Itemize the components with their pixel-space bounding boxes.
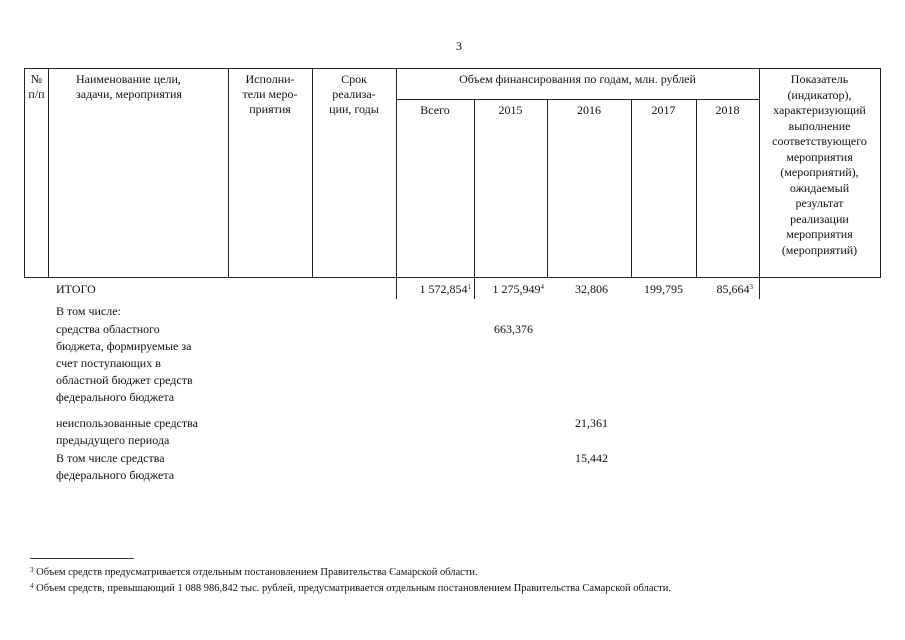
footnote-ref: 3 (749, 283, 753, 291)
col-border (631, 99, 632, 278)
row-federal-2016: 15,442 (575, 451, 608, 465)
footnote-text: Объем средств предусматривается отдельным постановлением Правительства Самарской области. (36, 567, 478, 578)
col-border (396, 68, 397, 278)
header-financing: Объем финансирования по годам, млн. рублей (459, 72, 696, 86)
row-itogo-total (396, 281, 471, 297)
page-number: 3 (456, 39, 462, 53)
header-2016: 2016 (577, 103, 601, 117)
col-border (880, 68, 881, 278)
financing-subheader-border (396, 99, 759, 100)
row-regional-label: средства областного бюджета, формируемые за счет поступающих в областной бюджет средств федерального бюджета (56, 322, 193, 404)
footnote-ref: 4 (540, 283, 544, 291)
footnote-mark: 3 (30, 566, 34, 574)
row-in-that-label: В том числе: (56, 304, 121, 318)
header-term: Срок реализа- ции, годы (329, 72, 379, 116)
header-executors: Исполни- тели меро- приятия (242, 72, 298, 116)
header-total: Всего (420, 103, 450, 117)
row-federal-label: В том числе средства федерального бюджета (56, 451, 175, 482)
footnote-mark: 4 (30, 582, 34, 590)
header-name: Наименование цели, задачи, мероприятия (76, 72, 182, 101)
col-border (547, 99, 548, 278)
header-number: № п/п (28, 72, 45, 101)
header-indicator: Показатель (индикатор), характеризующий выполнение соответствующего мероприятия (мероприятий), ожидаемый результат реализации мероприятия (мероприятий) (772, 72, 867, 257)
itogo-2018-value: 85,664 (716, 282, 750, 296)
itogo-total-value: 1 572,854 (419, 282, 468, 296)
footnote-ref: 1 (467, 283, 471, 291)
footnote-text: Объем средств, превышающий 1 088 986,842 тыс. рублей, предусматривается отдельным постановлением Правительства Самарской области. (36, 583, 672, 594)
row-itogo-2017: 199,795 (644, 282, 683, 296)
row-itogo-2018 (696, 281, 753, 297)
header-2018: 2018 (715, 103, 740, 117)
row-unused-label: неиспользованные средства предыдущего периода (56, 416, 198, 447)
col-border (696, 99, 697, 278)
row-unused-2016: 21,361 (575, 416, 608, 430)
itogo-2015-value: 1 275,949 (492, 282, 541, 296)
header-2015: 2015 (498, 103, 523, 117)
table-top-border (24, 68, 881, 69)
col-border (474, 99, 475, 299)
table-header-bottom-border (24, 277, 881, 278)
row-itogo-2015 (474, 281, 544, 297)
footnote-separator (30, 558, 134, 559)
row-itogo-label: ИТОГО (56, 282, 96, 296)
row-regional-2015: 663,376 (494, 322, 533, 336)
footnote-4 (30, 582, 671, 595)
col-border (759, 277, 760, 299)
row-itogo-2016: 32,806 (575, 282, 608, 296)
footnote-3 (30, 566, 478, 579)
header-2017: 2017 (651, 103, 676, 117)
